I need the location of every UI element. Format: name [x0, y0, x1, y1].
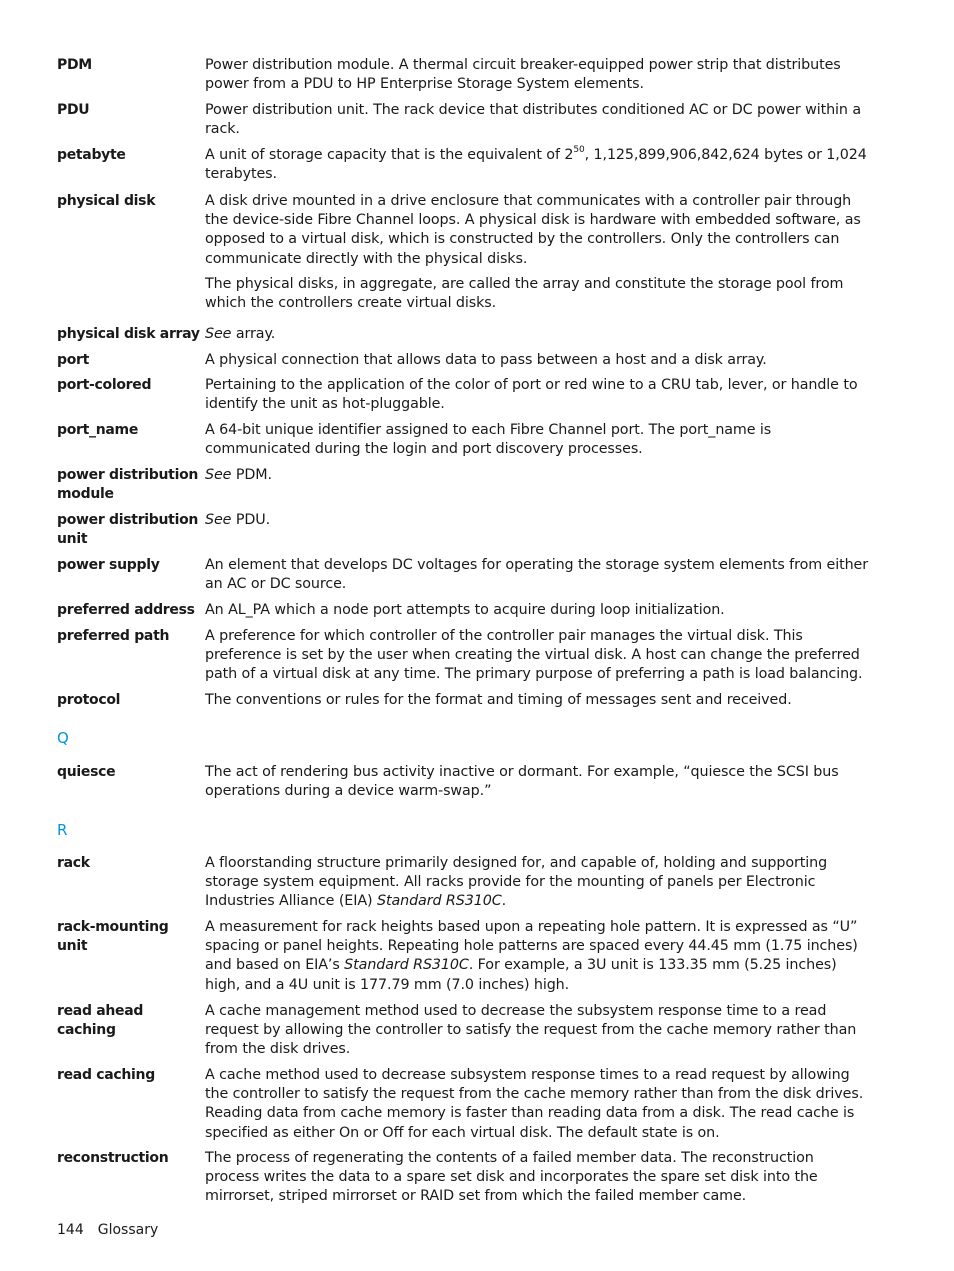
term: physical disk	[57, 193, 156, 209]
glossary-entry-quiesce	[57, 763, 872, 801]
definition: Power distribution module. A thermal circuit breaker-equipped power strip that distributes power from a PDU to HP Enterprise Storage System elements.	[205, 57, 841, 93]
glossary-entry-reconstruction	[57, 1149, 872, 1207]
glossary-entry-power-distribution-module	[57, 466, 872, 504]
term: preferred path	[57, 628, 170, 644]
glossary-entry-port	[57, 351, 872, 370]
footer-section-title: Glossary	[97, 1222, 159, 1238]
exponent: 50	[573, 145, 585, 156]
term: power distribution unit	[57, 512, 199, 548]
definition: See array.	[205, 326, 276, 342]
term: PDM	[57, 57, 92, 73]
glossary-entry-pdm	[57, 56, 872, 94]
term: rack-mounting unit	[57, 919, 169, 955]
definition: An element that develops DC voltages for operating the storage system elements from either an AC or DC source.	[205, 557, 869, 593]
definition: A unit of storage capacity that is the equivalent of $2^{50}$, 1,125,899,906,842,624 bytes or 1,024 terabytes.	[205, 145, 867, 183]
term: port-colored	[57, 377, 152, 393]
term: power distribution module	[57, 467, 199, 503]
glossary-entry-port-colored	[57, 376, 872, 414]
page-footer	[57, 1222, 158, 1238]
definition: A physical connection that allows data to pass between a host and a disk array.	[205, 352, 767, 368]
definition: Pertaining to the application of the color of port or red wine to a CRU tab, lever, or handle to identify the unit as hot-pluggable.	[205, 377, 858, 413]
letter-heading-q: Q	[57, 729, 69, 747]
page-number: 144	[57, 1222, 84, 1238]
definition: Power distribution unit. The rack device that distributes conditioned AC or DC power within a rack.	[205, 102, 861, 138]
term: read ahead caching	[57, 1003, 144, 1039]
term: quiesce	[57, 764, 116, 780]
definition: A floorstanding structure primarily designed for, and capable of, holding and supporting storage system equipment. All racks provide for the mounting of panels per Electronic Industries Alliance (EIA) Standard RS310C.	[205, 855, 828, 910]
glossary-entry-rack	[57, 854, 872, 912]
glossary-entry-preferred-path	[57, 627, 872, 685]
term: power supply	[57, 557, 160, 573]
glossary-entry-pdu	[57, 101, 872, 139]
glossary-entry-read-caching	[57, 1066, 872, 1143]
glossary-entry-petabyte	[57, 146, 872, 184]
glossary-entry-protocol	[57, 691, 872, 710]
term: PDU	[57, 102, 90, 118]
definition: See PDM.	[205, 467, 272, 483]
term: port	[57, 352, 90, 368]
definition: A cache method used to decrease subsystem response times to a read request by allowing the controller to satisfy the request from the cache memory rather than from the disk drives. Reading data from cache memory is faster than reading data from a disk. The read cache is specified as either On or Off for each virtual disk. The default state is on.	[205, 1067, 864, 1141]
term: reconstruction	[57, 1150, 169, 1166]
definition: A cache management method used to decrease the subsystem response time to a read request by allowing the controller to satisfy the request from the cache memory rather than from the disk drives.	[205, 1003, 857, 1058]
term: read caching	[57, 1067, 155, 1083]
definition: A disk drive mounted in a drive enclosure that communicates with a controller pair through the device-side Fibre Channel loops. A physical disk is hardware with embedded software, as opposed to a virtual disk, which is constructed by the controllers. Only the controllers can communicate directly with the physical disks. The physical disks, in aggregate, are called the array and constitute the storage pool from which the controllers create virtual disks.	[205, 193, 861, 312]
term: physical disk array	[57, 326, 200, 342]
glossary-entry-power-supply	[57, 556, 872, 594]
glossary-entry-physical-disk	[57, 192, 872, 313]
glossary-entry-read-ahead-caching	[57, 1002, 872, 1060]
definition: A measurement for rack heights based upon a repeating hole pattern. It is expressed as “U” spacing or panel heights. Repeating hole patterns are spaced every 44.45 mm (1.75 inches) and based on EIA’s Standard RS310C. For example, a 3U unit is 133.35 mm (5.25 inches) high, and a 4U unit is 177.79 mm (7.0 inches) high.	[205, 919, 858, 993]
definition: The process of regenerating the contents of a failed member data. The reconstruction process writes the data to a spare set disk and incorporates the spare set disk into the mirrorset, striped mirrorset or RAID set from which the failed member came.	[205, 1150, 818, 1205]
term: port_name	[57, 422, 139, 438]
term: petabyte	[57, 147, 126, 163]
glossary-entry-preferred-address	[57, 601, 872, 620]
glossary-entry-physical-disk-array	[57, 325, 872, 344]
definition: An AL_PA which a node port attempts to acquire during loop initialization.	[205, 602, 725, 618]
definition: A preference for which controller of the controller pair manages the virtual disk. This preference is set by the user when creating the virtual disk. A host can change the preferred path of a virtual disk at any time. The primary purpose of preferring a path is load balancing.	[205, 628, 863, 683]
term: preferred address	[57, 602, 195, 618]
definition: A 64-bit unique identifier assigned to each Fibre Channel port. The port_name is communicated during the login and port discovery processes.	[205, 422, 772, 458]
term: rack	[57, 855, 90, 871]
glossary-entry-rack-mounting-unit	[57, 918, 872, 995]
definition: See PDU.	[205, 512, 271, 528]
letter-heading-r: R	[57, 821, 68, 839]
glossary-entry-port-name	[57, 421, 872, 459]
glossary-entry-power-distribution-unit	[57, 511, 872, 549]
term: protocol	[57, 692, 121, 708]
definition: The act of rendering bus activity inactive or dormant. For example, “quiesce the SCSI bus operations during a device warm-swap.”	[205, 764, 839, 800]
definition: The conventions or rules for the format and timing of messages sent and received.	[205, 692, 792, 708]
